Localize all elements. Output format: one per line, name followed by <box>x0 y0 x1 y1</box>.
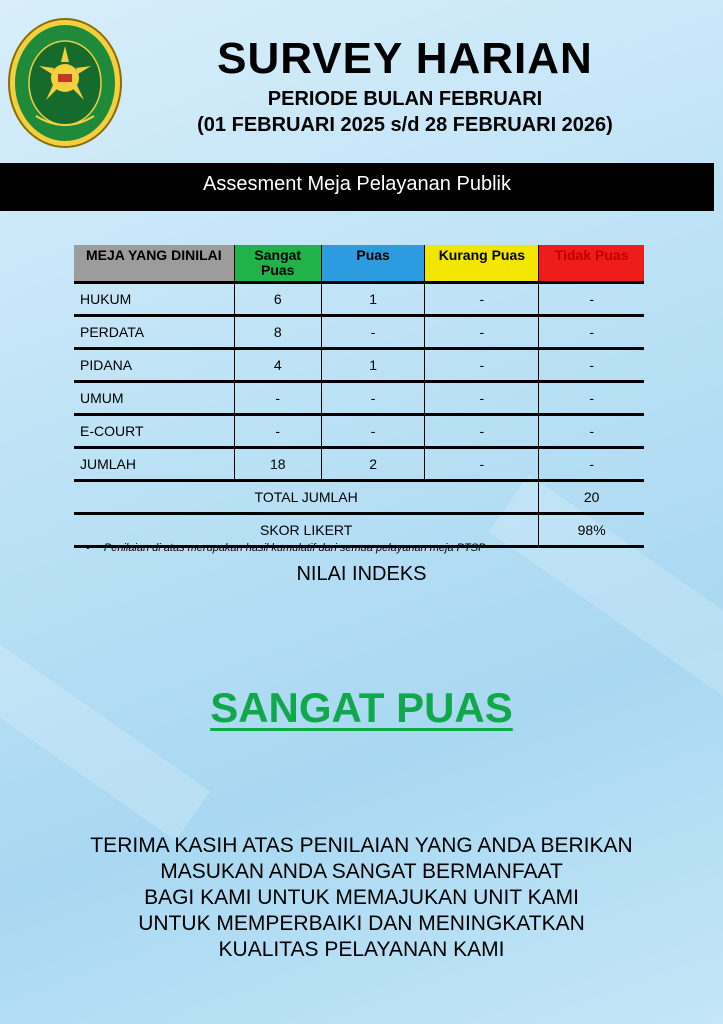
table-row-jumlah <box>74 448 644 481</box>
cell-tidak-puas: - <box>539 283 644 316</box>
row-label: JUMLAH <box>74 448 234 481</box>
thanks-line: BAGI KAMI UNTUK MEMAJUKAN UNIT KAMI <box>144 886 579 909</box>
row-label: E-COURT <box>74 415 234 448</box>
page-title: SURVEY HARIAN <box>217 34 593 83</box>
thank-you-message <box>0 833 723 963</box>
cell-tidak-puas: - <box>539 382 644 415</box>
likert-value: 98% <box>539 514 644 547</box>
table-note <box>86 542 485 554</box>
cell-kurang-puas: - <box>425 283 539 316</box>
cell-sangat-puas: 6 <box>234 283 321 316</box>
index-label: NILAI INDEKS <box>296 563 427 585</box>
header-tidak-puas: Tidak Puas <box>539 245 644 283</box>
cell-tidak-puas: - <box>539 415 644 448</box>
likert-label: SKOR LIKERT <box>74 514 539 547</box>
header-kurang-puas: Kurang Puas <box>425 245 539 283</box>
cell-puas: - <box>321 415 425 448</box>
header-puas: Puas <box>321 245 425 283</box>
banner-label: Assesment Meja Pelayanan Publik <box>203 173 511 195</box>
cell-puas: - <box>321 382 425 415</box>
period-subtitle: PERIODE BULAN FEBRUARI <box>267 88 543 110</box>
cell-puas: 2 <box>321 448 425 481</box>
bullet-icon: • <box>86 542 90 554</box>
cell-kurang-puas: - <box>425 448 539 481</box>
total-value: 20 <box>539 481 644 514</box>
table-row <box>74 349 644 382</box>
cell-sangat-puas: 8 <box>234 316 321 349</box>
survey-table <box>74 245 644 548</box>
cell-sangat-puas: - <box>234 415 321 448</box>
cell-puas: 1 <box>321 283 425 316</box>
total-row <box>74 481 644 514</box>
header-sangat-puas: Sangat Puas <box>234 245 321 283</box>
cell-tidak-puas: - <box>539 349 644 382</box>
row-label: PIDANA <box>74 349 234 382</box>
cell-kurang-puas: - <box>425 316 539 349</box>
cell-puas: - <box>321 316 425 349</box>
court-logo <box>6 16 124 150</box>
table-row <box>74 382 644 415</box>
header-meja: MEJA YANG DINILAI <box>74 245 234 283</box>
thanks-line: MASUKAN ANDA SANGAT BERMANFAAT <box>160 860 563 883</box>
section-banner <box>0 163 714 211</box>
table-row <box>74 283 644 316</box>
date-range: (01 FEBRUARI 2025 s/d 28 FEBRUARI 2026) <box>197 114 613 136</box>
table-row <box>74 415 644 448</box>
cell-puas: 1 <box>321 349 425 382</box>
total-label: TOTAL JUMLAH <box>74 481 539 514</box>
cell-sangat-puas: 18 <box>234 448 321 481</box>
cell-tidak-puas: - <box>539 448 644 481</box>
row-label: PERDATA <box>74 316 234 349</box>
cell-kurang-puas: - <box>425 382 539 415</box>
table-row <box>74 316 644 349</box>
index-result: SANGAT PUAS <box>210 684 513 731</box>
row-label: HUKUM <box>74 283 234 316</box>
cell-tidak-puas: - <box>539 316 644 349</box>
row-label: UMUM <box>74 382 234 415</box>
cell-sangat-puas: - <box>234 382 321 415</box>
table-header-row <box>74 245 644 283</box>
cell-sangat-puas: 4 <box>234 349 321 382</box>
cell-kurang-puas: - <box>425 415 539 448</box>
cell-kurang-puas: - <box>425 349 539 382</box>
note-text: Penilaian di atas merupakan hasil kumulatif dari semua pelayanan meja PTSP <box>103 542 486 554</box>
thanks-line: TERIMA KASIH ATAS PENILAIAN YANG ANDA BERIKAN <box>90 834 633 857</box>
thanks-line: KUALITAS PELAYANAN KAMI <box>218 938 505 961</box>
thanks-line: UNTUK MEMPERBAIKI DAN MENINGKATKAN <box>138 912 585 935</box>
